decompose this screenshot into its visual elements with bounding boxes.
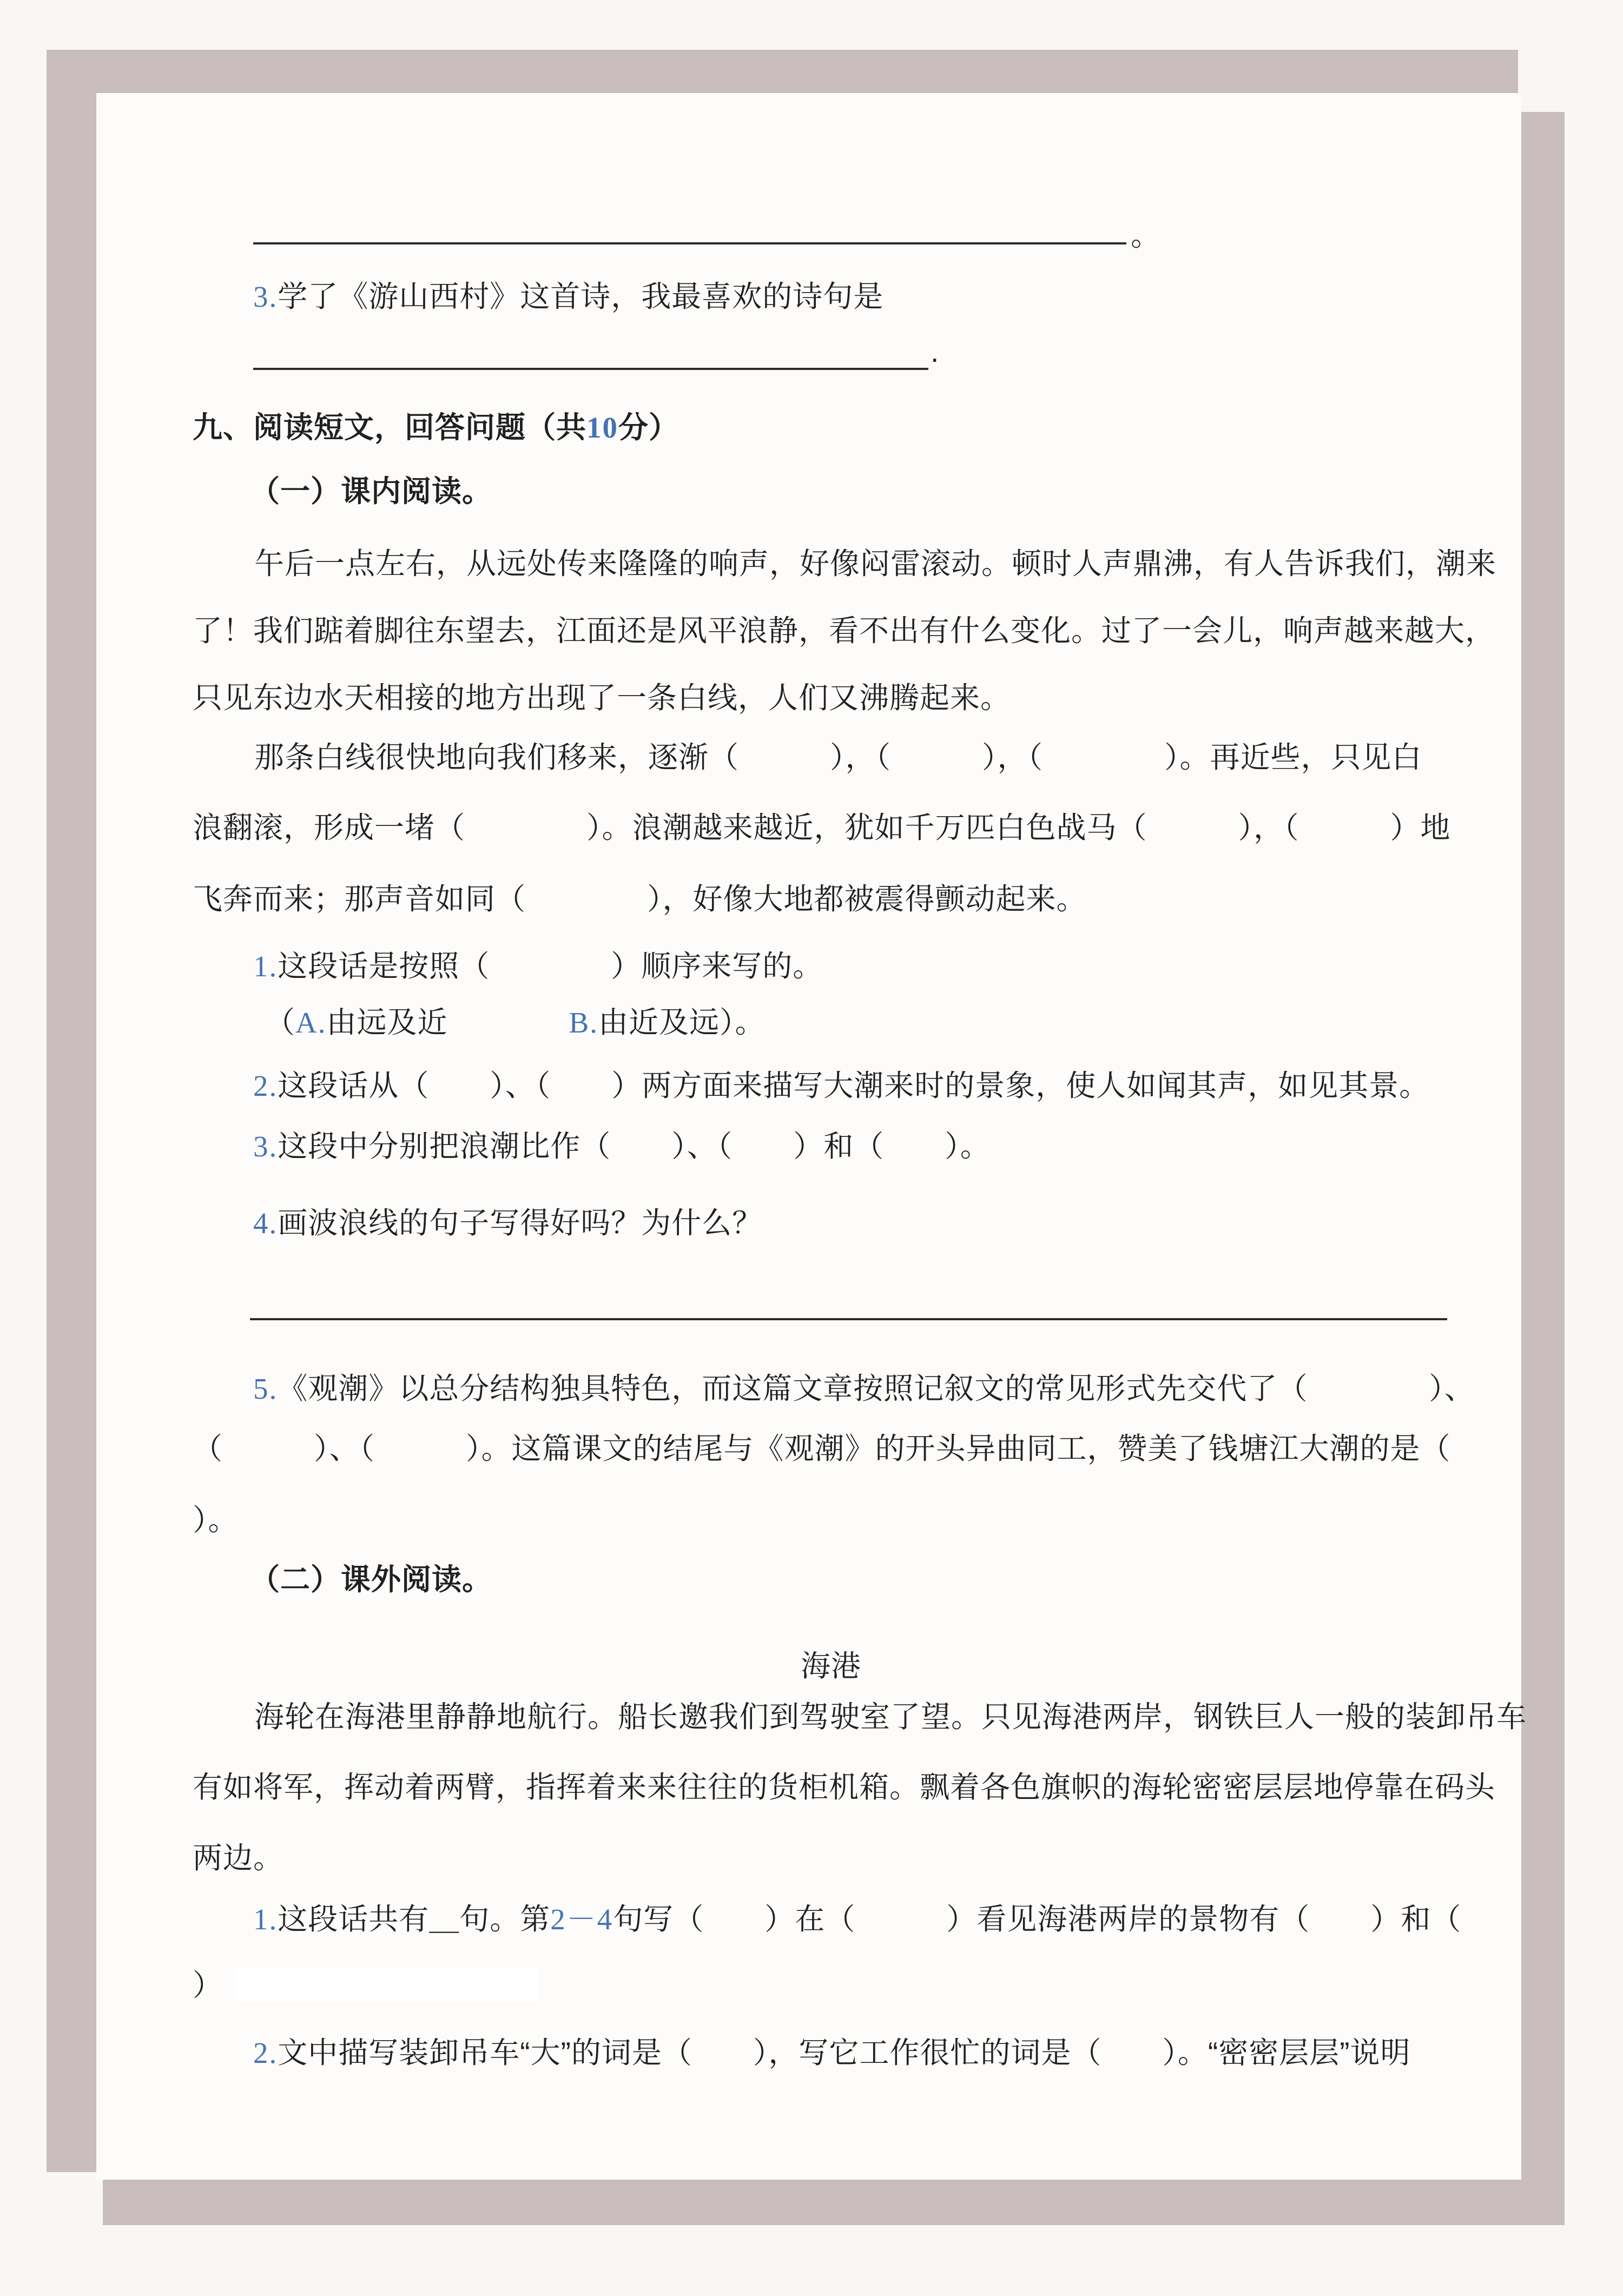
answer-line-1 [253, 242, 1126, 244]
passage1-line1 [254, 547, 1496, 580]
p2-q1-count-text: 句写（ ）在（ ）看见海港两岸的景物有（ ）和（ [613, 1902, 1462, 1936]
q3-metaphors-number: 3. [253, 1130, 278, 1163]
passage1-line4-text: 那条白线很快地向我们移来，逐渐（ ），（ ），（ ）。再近些，只见白 [254, 740, 1422, 774]
q4-wavy-line-number: 4. [253, 1207, 278, 1240]
part-one-heading [250, 475, 492, 507]
part-two-heading [250, 1563, 492, 1596]
passage2-line3-text: 两边。 [193, 1841, 284, 1875]
q5-close [193, 1504, 239, 1536]
passage2-line1-text: 海轮在海港里静静地航行。船长邀我们到驾驶室了望。只见海港两岸，钢铁巨人一般的装卸吊车 [254, 1700, 1527, 1733]
q5-continued-text: （ ）、（ ）。这篇课文的结尾与《观潮》的开头异曲同工，赞美了钱塘江大潮的是（ [193, 1432, 1451, 1465]
answer-line-2 [253, 368, 928, 370]
passage1-line6-text: 飞奔而来；那声音如同（ ），好像大地都被震得颤动起来。 [193, 882, 1087, 916]
p2-q1-close [193, 1969, 223, 2001]
q3-metaphors [253, 1130, 991, 1162]
passage2-line3 [193, 1842, 283, 1874]
frame-bar-top [47, 50, 1518, 93]
p2-q1-count-number: 1. [253, 1903, 278, 1936]
answer-line-3 [250, 1318, 1447, 1320]
frame-bar-bottom [103, 2180, 1565, 2225]
q1-order-text: 这段话是按照（ ）顺序来写的。 [278, 949, 823, 983]
section-nine-heading [193, 411, 679, 444]
q5-close-text: ）。 [193, 1503, 239, 1537]
section-nine-heading-number: 10 [586, 411, 619, 444]
section-nine-heading-text: 九、阅读短文，回答问题（共 [193, 411, 587, 444]
passage1-line1-text: 午后一点左右，从远处传来隆隆的响声，好像闷雷滚动。顿时人声鼎沸，有人告诉我们，潮来 [254, 547, 1497, 580]
section-nine-heading-text: 分） [618, 411, 679, 444]
p2-q2-words [253, 2036, 1411, 2069]
q2-aspects-text: 这段话从（ ）、（ ）两方面来描写大潮来时的景象，使人如闻其声，如见其景。 [278, 1069, 1430, 1102]
q5-continued [193, 1432, 1451, 1465]
frame-bar-right [1521, 112, 1565, 2197]
q4-wavy-line-text: 画波浪线的句子写得好吗？为什么？ [278, 1206, 763, 1240]
passage1-line4 [254, 741, 1422, 773]
q1-order [253, 950, 823, 982]
passage1-line5-text: 浪翻滚，形成一堵（ ）。浪潮越来越近，犹如千万匹白色战马（ ），（ ）地 [193, 811, 1451, 844]
q1-order-number: 1. [253, 950, 278, 983]
q1-options [265, 1006, 765, 1038]
q3-poem-prompt-text: 学了《游山西村》这首诗，我最喜欢的诗句是 [278, 280, 884, 313]
passage2-title [801, 1650, 861, 1682]
answer-period-1-text: 。 [1131, 219, 1162, 252]
passage2-line2 [193, 1771, 1495, 1803]
passage1-line2-text: 了！我们踮着脚往东望去，江面还是风平浪静，看不出有什么变化。过了一会儿，响声越来越大， [193, 614, 1496, 647]
q3-poem-prompt-number: 3. [253, 280, 278, 313]
erased-area [236, 1968, 539, 2002]
p2-q1-close-text: ） [193, 1968, 223, 2002]
passage2-line2-text: 有如将军，挥动着两臂，指挥着来来往往的货柜机箱。飘着各色旗帜的海轮密密层层地停靠在码头 [193, 1770, 1496, 1804]
q1-options-text: （ [265, 1005, 296, 1039]
q5-structure-number: 5. [253, 1372, 278, 1405]
p2-q2-words-text: 文中描写装卸吊车“大”的词是（ ），写它工作很忙的词是（ ）。“密密层层”说明 [278, 2036, 1411, 2069]
q5-structure [253, 1372, 1475, 1405]
answer-period-2 [931, 335, 939, 368]
q1-options-number: B. [569, 1006, 598, 1039]
q4-wavy-line [253, 1207, 762, 1239]
answer-period-2-text: . [931, 335, 940, 368]
passage1-line3-text: 只见东边水天相接的地方出现了一条白线，人们又沸腾起来。 [193, 681, 1011, 714]
q1-options-text: 由远及近 [326, 1005, 569, 1039]
q1-options-number: A. [295, 1006, 327, 1039]
passage2-line1 [254, 1701, 1527, 1733]
answer-period-1 [1131, 219, 1161, 252]
passage1-line6 [193, 883, 1087, 915]
q5-structure-text: 《观潮》以总分结构独具特色，而这篇文章按照记叙文的常见形式先交代了（ ）、 [278, 1372, 1475, 1405]
passage2-title-text: 海港 [801, 1649, 862, 1683]
passage1-line5 [193, 811, 1451, 844]
part-two-heading-text: （二）课外阅读。 [250, 1563, 493, 1596]
frame-bar-left [47, 50, 96, 2172]
part-one-heading-text: （一）课内阅读。 [250, 474, 493, 508]
p2-q1-count-text: 这段话共有＿句。第 [278, 1902, 551, 1936]
p2-q1-count-number: 2－4 [550, 1903, 613, 1936]
p2-q1-count [253, 1903, 1461, 1935]
q2-aspects-number: 2. [253, 1069, 278, 1102]
passage1-line3 [193, 681, 1011, 714]
p2-q2-words-number: 2. [253, 2036, 278, 2069]
q3-metaphors-text: 这段中分别把浪潮比作（ ）、（ ）和（ ）。 [278, 1129, 991, 1163]
passage1-line2 [193, 614, 1495, 647]
q1-options-text: 由近及远）。 [598, 1005, 766, 1039]
q2-aspects [253, 1069, 1429, 1102]
q3-poem-prompt [253, 280, 883, 313]
